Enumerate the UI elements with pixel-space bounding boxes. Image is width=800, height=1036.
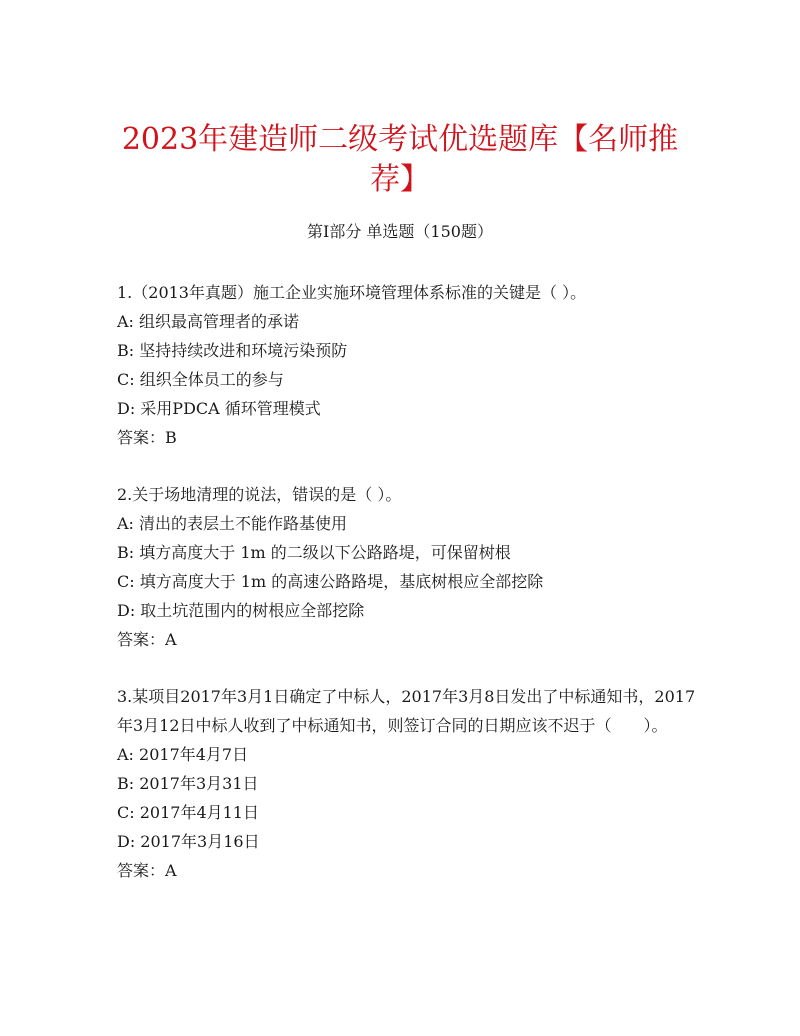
option-a: A: 清出的表层土不能作路基使用	[117, 514, 348, 533]
question-stem: 1.（2013年真题）施工企业实施环境管理体系标准的关键是（ ）。	[117, 283, 587, 302]
question-list	[117, 278, 697, 913]
option-b: B: 2017年3月31日	[117, 774, 259, 793]
question-3	[117, 682, 697, 885]
option-d: D: 取土坑范围内的树根应全部挖除	[117, 601, 365, 620]
option-a: A: 组织最高管理者的承诺	[117, 312, 300, 331]
option-b: B: 填方高度大于 1m 的二级以下公路路堤，可保留树根	[117, 543, 511, 562]
question-2	[117, 480, 697, 654]
option-d: D: 2017年3月16日	[117, 832, 260, 851]
answer-line: 答案：A	[117, 861, 177, 880]
section-heading: 第I部分 单选题（150题）	[307, 222, 493, 241]
option-c: C: 组织全体员工的参与	[117, 370, 284, 389]
answer-line: 答案：B	[117, 428, 177, 447]
question-stem: 2.关于场地清理的说法，错误的是（ ）。	[117, 485, 402, 504]
document-title: 2023年建造师二级考试优选题库【名师推荐】	[121, 122, 679, 197]
option-c: C: 2017年4月11日	[117, 803, 259, 822]
option-d: D: 采用PDCA 循环管理模式	[117, 399, 321, 418]
option-a: A: 2017年4月7日	[117, 745, 249, 764]
question-stem: 3.某项目2017年3月1日确定了中标人，2017年3月8日发出了中标通知书，2017年3月12日中标人收到了中标通知书，则签订合同的日期应该不迟于（ ）。	[117, 687, 696, 735]
option-b: B: 坚持持续改进和环境污染预防	[117, 341, 348, 360]
answer-line: 答案：A	[117, 630, 177, 649]
option-c: C: 填方高度大于 1m 的高速公路路堤，基底树根应全部挖除	[117, 572, 544, 591]
question-1	[117, 278, 697, 452]
